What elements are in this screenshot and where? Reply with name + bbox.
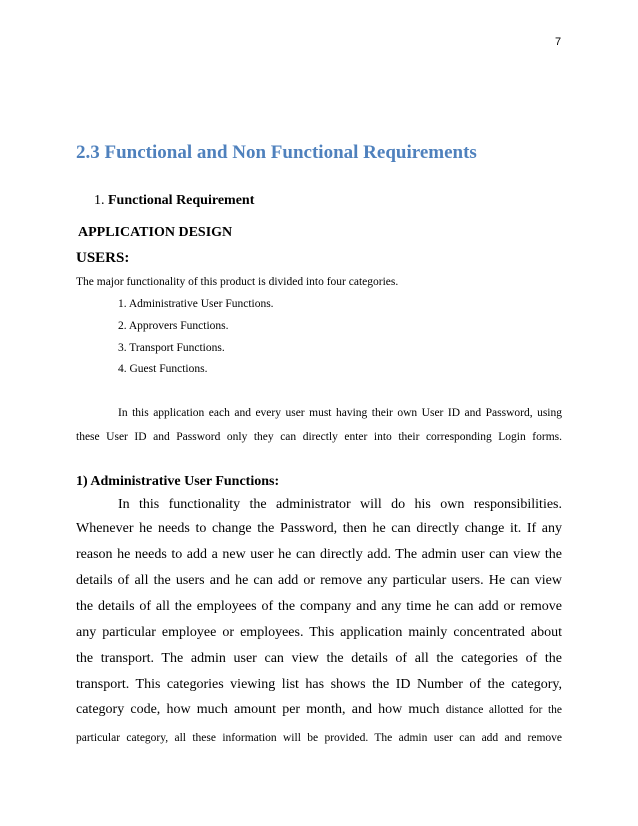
functional-requirement-heading xyxy=(94,193,254,209)
users-paragraph-line: these User ID and Password only they can directly enter into their corresponding Login forms. xyxy=(76,431,562,443)
admin-paragraph-line: particular category, all these information will be provided. The admin user can add and remove xyxy=(76,732,562,744)
admin-paragraph-line: the transport. The admin user can view the details of all the categories of the xyxy=(76,651,562,666)
application-design-heading: APPLICATION DESIGN xyxy=(78,225,233,240)
admin-paragraph-line: reason he needs to add a new user he can directly add. The admin user can view the xyxy=(76,547,562,562)
users-intro: The major functionality of this product is divided into four categories. xyxy=(76,276,399,288)
admin-paragraph-line: transport. This categories viewing list has shows the ID Number of the category, xyxy=(76,677,562,692)
users-heading: USERS: xyxy=(76,250,130,266)
subsection-title: Functional Requirement xyxy=(108,193,255,208)
page-number: 7 xyxy=(555,36,562,48)
section-heading: 2.3 Functional and Non Functional Requirements xyxy=(76,142,477,163)
admin-paragraph-line: Whenever he needs to change the Password, then he can directly change it. If any xyxy=(76,521,562,536)
admin-paragraph-line xyxy=(76,702,562,718)
category-item: 4. Guest Functions. xyxy=(118,363,208,375)
users-paragraph-line: In this application each and every user must having their own User ID and Password, using xyxy=(118,407,562,419)
admin-functions-heading: 1) Administrative User Functions: xyxy=(76,474,280,489)
admin-paragraph-line: details of all the users and he can add or remove any particular users. He can view xyxy=(76,573,562,588)
admin-line-part: distance allotted for the xyxy=(445,704,562,716)
category-item: 2. Approvers Functions. xyxy=(118,320,229,332)
admin-paragraph-line: the details of all the employees of the company and any time he can add or remove xyxy=(76,599,562,614)
admin-line-part: category code, how much amount per month, and how much xyxy=(76,702,440,717)
subsection-number: 1. xyxy=(94,193,105,208)
category-item: 1. Administrative User Functions. xyxy=(118,298,274,310)
admin-paragraph-line: any particular employee or employees. This application mainly concentrated about xyxy=(76,625,562,640)
category-item: 3. Transport Functions. xyxy=(118,342,225,354)
admin-paragraph-line: In this functionality the administrator will do his own responsibilities. xyxy=(118,497,562,512)
